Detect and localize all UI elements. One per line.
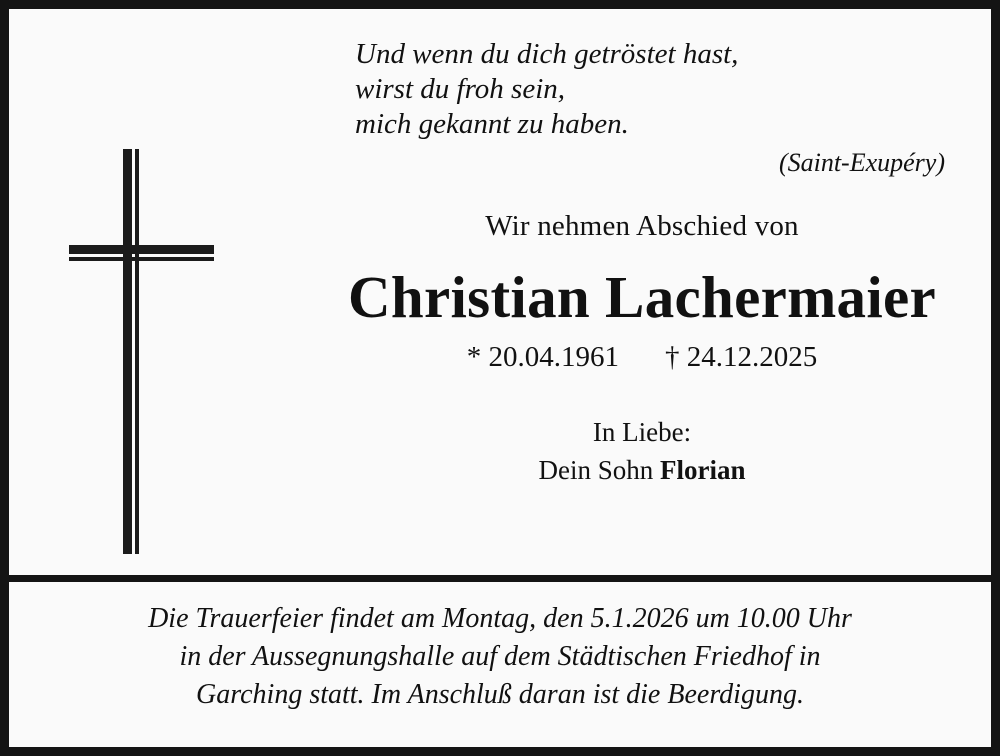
quote-block: [339, 37, 945, 180]
cross-vertical-bar: [123, 149, 132, 554]
cross-horizontal-bar: [69, 245, 214, 254]
service-line-3: Garching statt. Im Anschluß daran ist die Beerdigung.: [196, 679, 804, 710]
closing-relation: Dein Sohn: [538, 455, 660, 485]
service-information: [9, 582, 991, 747]
farewell-text: Wir nehmen Abschied von: [485, 210, 799, 242]
life-dates: [339, 341, 945, 374]
cross-horizontal-bar-thin: [69, 257, 214, 261]
quote-line-2: wirst du froh sein,: [355, 73, 566, 105]
death-date: † 24.12.2025: [665, 341, 818, 373]
quote-author: (Saint-Exupéry): [778, 148, 945, 177]
closing-line-2: [339, 452, 945, 488]
deceased-name: Christian Lachermaier: [347, 264, 936, 330]
cross-column: [9, 9, 339, 575]
cross-vertical-bar-thin: [135, 149, 139, 554]
quote-line-1: Und wenn du dich getröstet hast,: [355, 38, 739, 70]
closing-line-1: In Liebe:: [592, 417, 692, 447]
birth-date: * 20.04.1961: [466, 341, 619, 373]
service-line-2: in der Aussegnungshalle auf dem Städtischen Friedhof in: [179, 641, 821, 672]
closing-block: [339, 414, 945, 488]
closing-survivor-name: Florian: [660, 455, 746, 485]
obituary-upper-section: [9, 9, 991, 575]
christian-cross-icon: [69, 149, 214, 554]
section-divider: [9, 575, 991, 582]
content-column: [339, 9, 991, 575]
service-line-1: Die Trauerfeier findet am Montag, den 5.1.2026 um 10.00 Uhr: [148, 603, 852, 634]
quote-line-3: mich gekannt zu haben.: [355, 108, 629, 140]
